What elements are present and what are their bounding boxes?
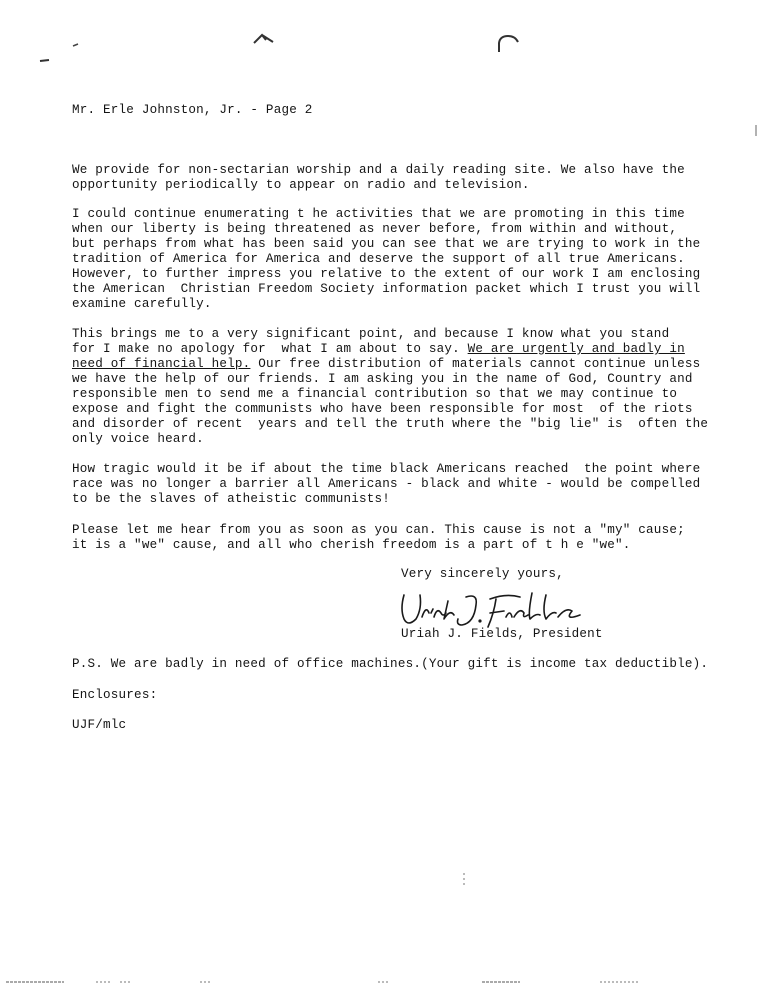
paragraph-4 bbox=[72, 462, 700, 507]
text-line: We provide for non-sectarian worship and a daily reading site. We also have the bbox=[72, 163, 685, 177]
text-segment: for I make no apology for what I am about to say. bbox=[72, 342, 468, 356]
text-line: we have the help of our friends. I am asking you in the name of God, Country and bbox=[72, 372, 693, 386]
text-line: it is a "we" cause, and all who cherish freedom is a part of t h e "we". bbox=[72, 538, 631, 552]
text-line: to be the slaves of atheistic communists! bbox=[72, 492, 391, 506]
text-line: opportunity periodically to appear on radio and television. bbox=[72, 178, 530, 192]
text-line: However, to further impress you relative to the extent of our work I am enclosing bbox=[72, 267, 701, 281]
signer-name: Uriah J. Fields, President bbox=[401, 627, 603, 641]
text-line: but perhaps from what has been said you can see that we are trying to work in the bbox=[72, 237, 701, 251]
scan-mark-right-edge bbox=[752, 124, 760, 138]
text-line: I could continue enumerating t he activities that we are promoting in this time bbox=[72, 207, 685, 221]
handwritten-signature bbox=[396, 583, 586, 631]
closing-salutation: Very sincerely yours, bbox=[401, 567, 564, 581]
typist-initials: UJF/mlc bbox=[72, 718, 127, 732]
text-line: the American Christian Freedom Society information packet which I trust you will bbox=[72, 282, 701, 296]
text-line: examine carefully. bbox=[72, 297, 212, 311]
scan-mark-caret bbox=[252, 32, 276, 46]
text-line: tradition of America for America and deserve the support of all true Americans. bbox=[72, 252, 685, 266]
postscript: P.S. We are badly in need of office machines.(Your gift is income tax deductible). bbox=[72, 657, 709, 671]
text-line: responsible men to send me a financial contribution so that we may continue to bbox=[72, 387, 678, 401]
underlined-appeal: need of financial help. bbox=[72, 357, 251, 371]
page-header: Mr. Erle Johnston, Jr. - Page 2 bbox=[72, 103, 313, 117]
text-line: expose and fight the communists who have been responsible for most of the riots bbox=[72, 402, 693, 416]
text-line: when our liberty is being threatened as never before, from within and without, bbox=[72, 222, 678, 236]
text-line: and disorder of recent years and tell the truth where the "big lie" is often the bbox=[72, 417, 709, 431]
text-line: race was no longer a barrier all Americans - black and white - would be compelled bbox=[72, 477, 701, 491]
paragraph-1 bbox=[72, 163, 685, 193]
text-line: Please let me hear from you as soon as you can. This cause is not a "my" cause; bbox=[72, 523, 685, 537]
paragraph-2 bbox=[72, 207, 700, 312]
paragraph-3 bbox=[72, 327, 708, 447]
scan-mark-dot-top bbox=[72, 42, 80, 48]
scan-mark-middle bbox=[461, 872, 467, 886]
scan-mark-hook bbox=[496, 34, 522, 54]
underlined-appeal: We are urgently and badly in bbox=[467, 342, 685, 356]
text-line: This brings me to a very significant point, and because I know what you stand bbox=[72, 327, 670, 341]
text-segment: Our free distribution of materials cannot continue unless bbox=[250, 357, 701, 371]
scan-mark-dot-left bbox=[38, 56, 52, 64]
paragraph-5 bbox=[72, 523, 685, 553]
enclosures-label: Enclosures: bbox=[72, 688, 158, 702]
text-line: How tragic would it be if about the time black Americans reached the point where bbox=[72, 462, 701, 476]
scan-bottom-edge bbox=[0, 978, 763, 986]
text-line: only voice heard. bbox=[72, 432, 204, 446]
